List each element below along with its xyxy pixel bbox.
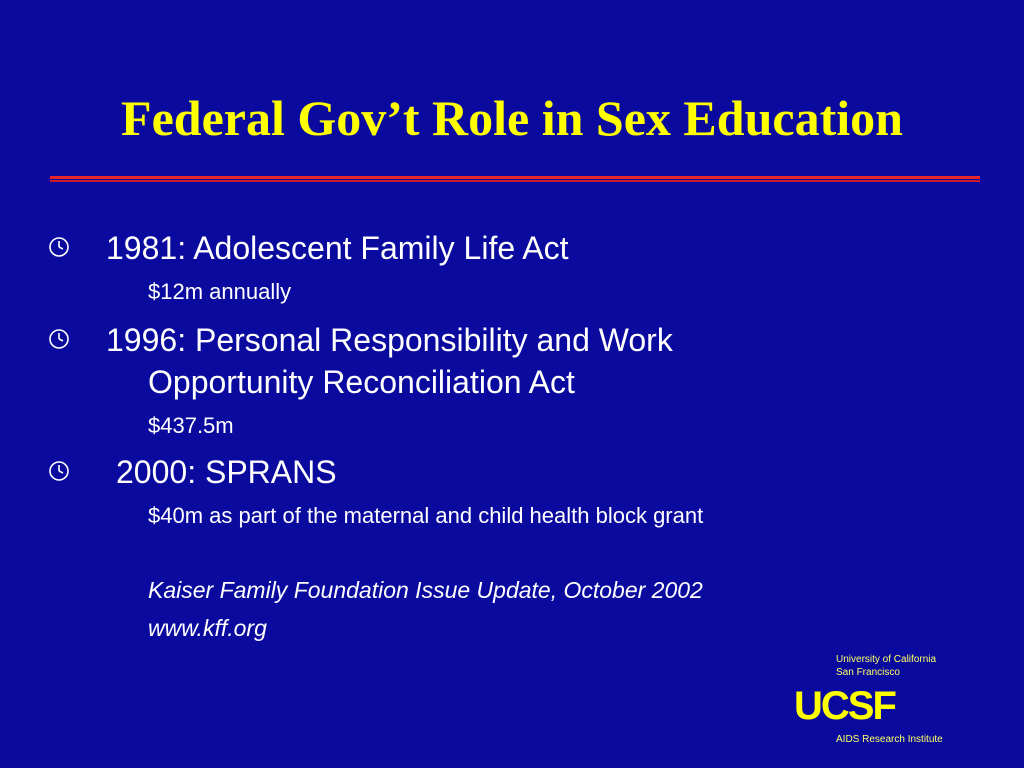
citation-source: Kaiser Family Foundation Issue Update, October 2002 — [148, 577, 703, 603]
logo-institute-line: AIDS Research Institute — [836, 734, 943, 745]
bullet-main-text: 1996: Personal Responsibility and Work — [106, 322, 673, 358]
bullet-sub-text: $437.5m — [148, 413, 234, 438]
slide-title: Federal Gov’t Role in Sex Education — [121, 90, 903, 146]
bullet-main-text: 2000: SPRANS — [116, 454, 337, 490]
divider-line-top — [50, 176, 980, 179]
bullet-main-text: 1981: Adolescent Family Life Act — [106, 230, 569, 266]
clock-icon — [48, 328, 70, 350]
bullet-main-text-continued: Opportunity Reconciliation Act — [148, 364, 575, 400]
bullet-sub-text: $40m as part of the maternal and child health block grant — [148, 503, 704, 528]
logo-university-line: University of California — [836, 654, 937, 665]
citation-url: www.kff.org — [148, 615, 267, 641]
logo-mark: UCSF — [794, 684, 895, 728]
clock-icon — [48, 236, 70, 258]
clock-icon — [48, 460, 70, 482]
ucsf-logo — [780, 654, 970, 754]
title-divider — [50, 176, 980, 182]
divider-line-bottom — [50, 180, 980, 182]
logo-city-line: San Francisco — [836, 667, 900, 678]
bullet-sub-text: $12m annually — [148, 279, 292, 304]
